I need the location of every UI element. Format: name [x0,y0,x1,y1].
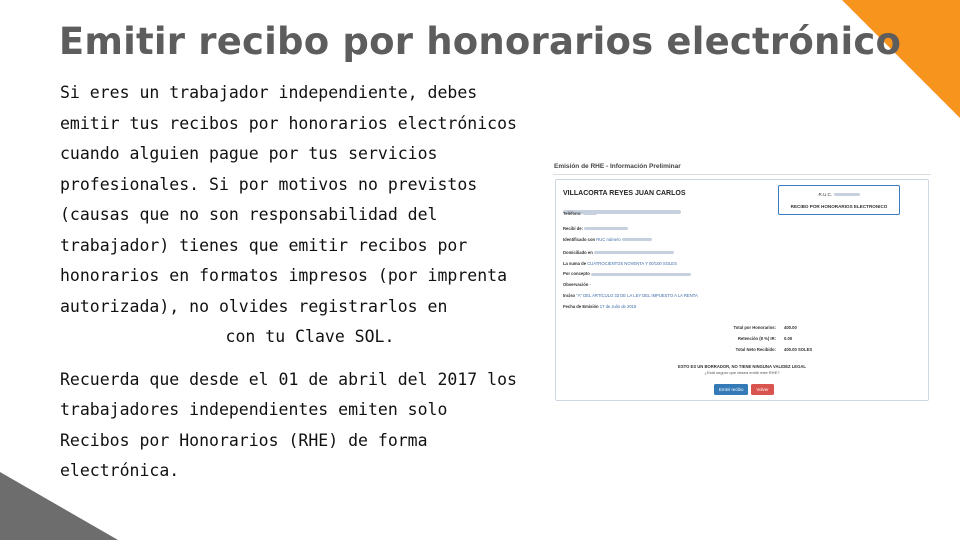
total-label: Total por Honorarios: [733,325,776,330]
emit-receipt-button[interactable]: Emitir recibo [714,384,748,395]
field-label: Domiciliado en [563,249,593,255]
paragraph-line: Recibos por Honorarios (RHE) de forma [60,430,428,450]
rhe-preview-heading: Emisión de RHE - Información Preliminar [553,163,931,175]
emitter-name: VILLACORTA REYES JUAN CARLOS [563,190,686,197]
field-label: Por concepto [563,271,590,277]
paragraph-line: profesionales. Si por motivos no previstos [60,174,478,194]
emitter-phone [563,211,597,216]
paragraph-line: Recuerda que desde el 01 de abril del 2017 los [60,369,517,389]
paragraph-line: cuando alguien pague por tus servicios [60,144,438,163]
field-row [563,293,923,304]
paragraph-line: honorarios en formatos impresos (por imprenta [60,266,508,285]
field-value: RUC número [596,236,621,242]
field-label: Observación [563,282,589,288]
field-row [563,237,923,250]
confirm-question: ¿Está seguro que desea emitir este RHE? [704,370,780,375]
body-text [60,78,530,487]
paragraph-line: trabajadores independientes emiten solo [60,400,448,419]
paragraph-line: emitir tus recibos por honorarios electrónicos [60,113,517,133]
ruc-label: R.U.C. [818,192,833,197]
field-value: CUATROCIENTOS NOVENTA Y 00/100 SOLES [587,260,677,266]
total-row [706,325,836,336]
field-value: "A" DEL ARTÍCULO 33 DE LA LEY DEL IMPUESTO A LA RENTA [576,292,698,298]
total-value: 400.00 SOLES [784,347,813,352]
phone-label: Teléfono: [563,211,582,216]
paragraph-line: autorizada), no olvides registrarlos en [60,296,448,316]
receipt-fields [563,226,923,315]
field-row [563,271,923,282]
action-buttons [714,384,774,395]
field-label: Identificado con [563,236,596,242]
back-button[interactable]: Volver [751,384,773,395]
slide-title: Emitir recibo por honorarios electrónico [58,20,902,63]
field-row [563,250,923,261]
rhe-preview-screenshot [553,163,931,401]
field-label: Recibí de: [563,226,584,231]
paragraph-line: (causas que no son responsabilidad del [60,205,438,224]
ruc-box [778,185,900,215]
field-label: La suma de [563,260,587,266]
rhe-preview-panel [555,179,929,401]
field-value: - [589,282,591,288]
totals-block [706,325,836,358]
field-label: Inciso [563,292,576,298]
total-value: 0.00 [784,336,793,341]
paragraph-line: trabajador) tienes que emitir recibos por [60,235,468,255]
field-row [563,226,923,237]
total-value: 400.00 [784,325,797,330]
total-row [706,336,836,347]
paragraph-line: electrónica. [60,461,180,480]
field-label: Fecha de Emisión [563,303,599,309]
field-value: 17 de Julio de 2018 [599,303,637,309]
total-label: Total Neto Recibido: [735,347,776,352]
total-row [706,347,836,358]
field-row [563,304,923,315]
field-row [563,261,923,272]
paragraph-line: con tu Clave SOL. [225,327,395,346]
field-row [563,282,923,293]
total-label: Retención (8 %) IR: [737,336,776,341]
paragraph-line: Si eres un trabajador independiente, debes [60,83,478,102]
draft-warning: ESTO ES UN BORRADOR, NO TIENE NINGUNA VALIDEZ LEGAL [678,364,806,369]
receipt-type: RECIBO POR HONORARIOS ELECTRONICO [790,204,888,209]
